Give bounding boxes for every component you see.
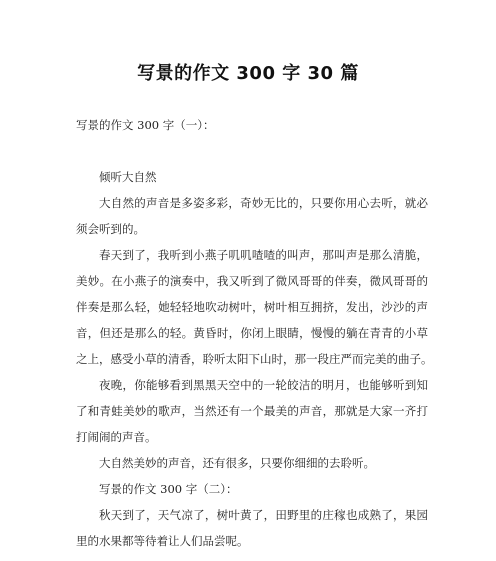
paragraph-line: 夜晚，你能够看到黑黑天空中的一轮皎洁的明月，也能够听到知 — [99, 378, 428, 392]
paragraph-line: 春天到了，我听到小燕子叽叽喳喳的叫声，那叫声是那么清脆， — [99, 248, 428, 262]
paragraph-line: 大自然的声音是多姿多彩，奇妙无比的，只要你用心去听，就必 — [99, 196, 428, 210]
document-body — [76, 112, 433, 554]
paragraph-line: 伴奏是那么轻，她轻轻地吹动树叶，树叶相互拥挤，发出，沙沙的声 — [76, 300, 428, 314]
paragraph-line: 打闹闹的声音。 — [76, 430, 157, 444]
paragraph-line: 美妙。在小燕子的演奏中，我又听到了微风哥哥的伴奏，微风哥哥的 — [76, 274, 428, 288]
paragraph-line: 了和青蛙美妙的歌声，当然还有一个最美的声音，那就是大家一齐打 — [76, 404, 428, 418]
paragraph-line: 须会听到的。 — [76, 222, 145, 236]
section-heading: 写景的作文 300 字（二）： — [99, 482, 238, 496]
blank-line — [76, 138, 428, 164]
essay-title: 倾听大自然 — [99, 170, 157, 184]
paragraph-line: 里的水果都等待着让人们品尝呢。 — [76, 534, 249, 548]
paragraph-line: 音，但还是那么的轻。黄昏时，你闭上眼睛，慢慢的躺在青青的小草 — [76, 326, 428, 340]
paragraph-line: 秋天到了，天气凉了，树叶黄了，田野里的庄稼也成熟了，果园 — [99, 508, 428, 522]
paragraph-line: 之上，感受小草的清香，聆听太阳下山时，那一段庄严而完美的曲子。 — [76, 352, 433, 366]
paragraph-line: 大自然美妙的声音，还有很多，只要你细细的去聆听。 — [99, 456, 375, 470]
section-heading: 写景的作文 300 字（一）： — [76, 118, 215, 132]
page-title: 写景的作文 300 字 30 篇 — [137, 63, 359, 84]
